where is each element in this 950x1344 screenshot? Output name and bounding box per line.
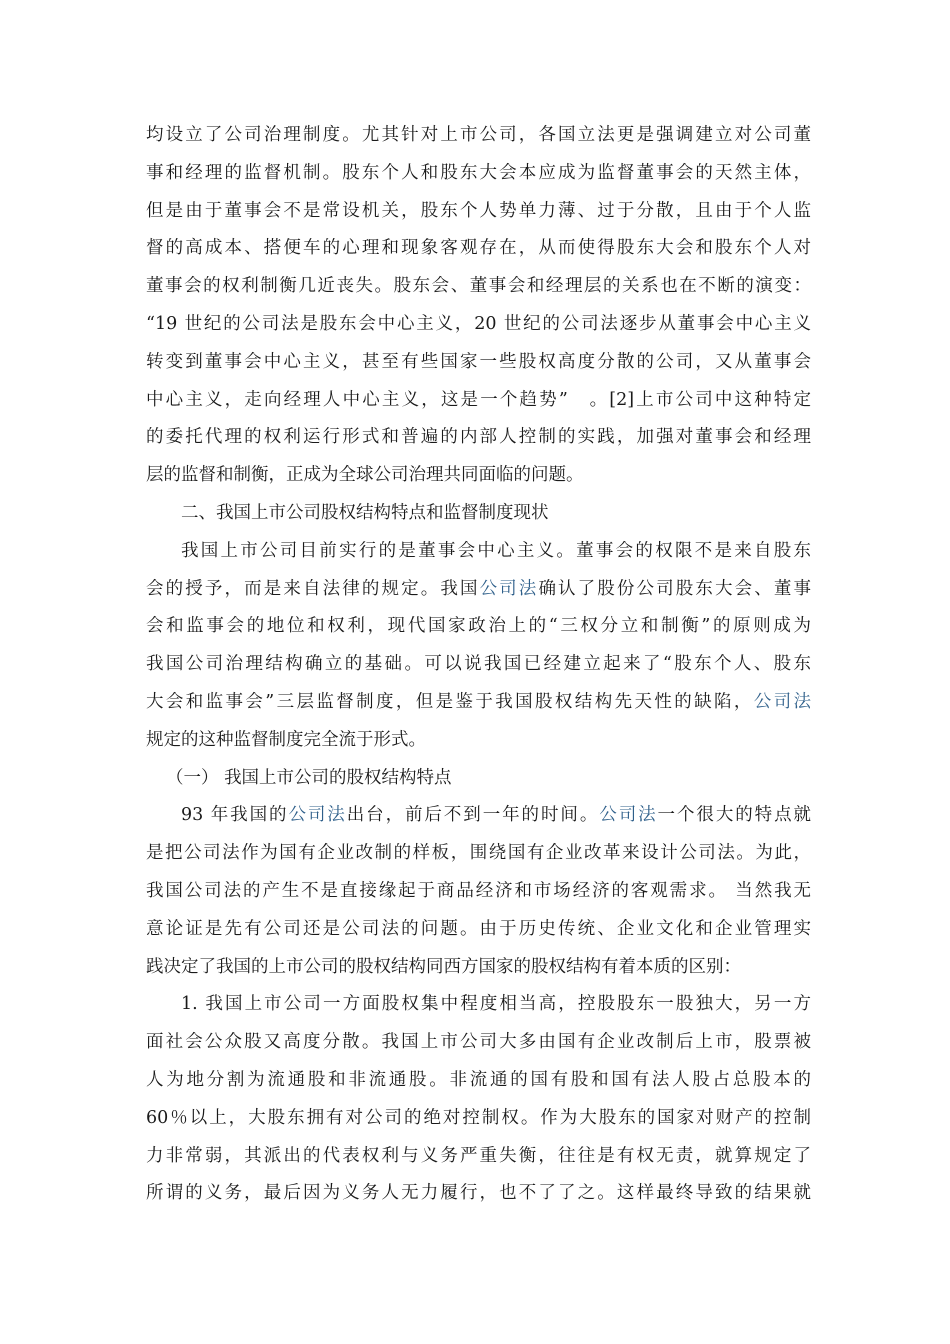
company-law-link[interactable]: 公司法 <box>288 805 347 826</box>
text-line: 我国公司治理结构确立的基础。可以说我国已经建立起来了“股东个人、股东 <box>146 654 811 675</box>
text-span: 大会和监事会”三层监督制度，但是鉴于我国股权结构先天性的缺陷， <box>146 691 754 712</box>
section-heading: 二、我国上市公司股权结构特点和监督制度现状 <box>181 502 549 523</box>
text-line: 所谓的义务，最后因为义务人无力履行，也不了了之。这样最终导致的结果就 <box>146 1183 811 1204</box>
text-line: 我国上市公司目前实行的是董事会中心主义。董事会的权限不是来自股东 <box>181 540 811 561</box>
text-line: 会和监事会的地位和权利，现代国家政治上的“三权分立和制衡”的原则成为 <box>146 616 811 637</box>
text-line: 董事会的权利制衡几近丧失。股东会、董事会和经理层的关系也在不断的演变： <box>146 276 811 297</box>
text-line: 践决定了我国的上市公司的股权结构同西方国家的股权结构有着本质的区别： <box>146 956 741 977</box>
text-line: 均设立了公司治理制度。尤其针对上市公司，各国立法更是强调建立对公司董 <box>146 125 811 145</box>
text-line: 但是由于董事会不是常设机关，股东个人势单力薄、过于分散，且由于个人监 <box>146 200 811 221</box>
text-line: 60％以上，大股东拥有对公司的绝对控制权。作为大股东的国家对财产的控制 <box>146 1107 811 1128</box>
text-line <box>146 684 811 722</box>
company-law-link[interactable]: 公司法 <box>599 805 658 826</box>
text-line: 事和经理的监督机制。股东个人和股东大会本应成为监督董事会的天然主体， <box>146 162 811 183</box>
text-line: 力非常弱，其派出的代表权利与义务严重失衡，往往是有权无责，就算规定了 <box>146 1145 811 1166</box>
text-span: 确认了股份公司股东大会、董事 <box>538 578 812 599</box>
text-line: 人为地分割为流通股和非流通股。非流通的国有股和国有法人股占总股本的 <box>146 1069 811 1090</box>
text-line <box>146 571 811 609</box>
text-line: 面社会公众股又高度分散。我国上市公司大多由国有企业改制后上市，股票被 <box>146 1032 811 1053</box>
text-line <box>146 797 811 835</box>
text-span: 93 年我国的 <box>181 805 289 826</box>
company-law-link[interactable]: 公司法 <box>479 578 539 599</box>
text-line: 我国公司法的产生不是直接缘起于商品经济和市场经济的客观需求。 当然我无 <box>146 880 811 901</box>
text-line: 规定的这种监督制度完全流于形式。 <box>146 729 426 750</box>
body-text <box>146 117 811 1213</box>
text-line: 1. 我国上市公司一方面股权集中程度相当高，控股股东一股独大，另一方 <box>181 994 811 1015</box>
text-span: 出台，前后不到一年的时间。 <box>346 805 600 826</box>
text-line: 督的高成本、搭便车的心理和现象客观存在，从而使得股东大会和股东个人对 <box>146 238 811 259</box>
text-line: 的委托代理的权利运行形式和普遍的内部人控制的实践，加强对董事会和经理 <box>146 427 811 448</box>
text-line: 是把公司法作为国有企业改制的样板，围绕国有企业改革来设计公司法。为此， <box>146 843 811 864</box>
text-line: 意论证是先有公司还是公司法的问题。由于历史传统、企业文化和企业管理实 <box>146 918 811 939</box>
text-line: 转变到董事会中心主义，甚至有些国家一些股权高度分散的公司，又从董事会 <box>146 351 811 372</box>
company-law-link[interactable]: 公司法 <box>753 691 811 712</box>
text-span: 一个很大的特点就 <box>657 805 812 826</box>
text-line: 层的监督和制衡，正成为全球公司治理共同面临的问题。 <box>146 465 584 486</box>
subsection-heading: （一） 我国上市公司的股权结构特点 <box>166 767 452 788</box>
text-line: 中心主义，走向经理人中心主义，这是一个趋势” 。[2]上市公司中这种特定 <box>146 389 811 410</box>
text-span: 会的授予，而是来自法律的规定。我国 <box>146 578 480 599</box>
text-line: “19 世纪的公司法是股东会中心主义，20 世纪的公司法逐步从董事会中心主义 <box>146 313 811 334</box>
